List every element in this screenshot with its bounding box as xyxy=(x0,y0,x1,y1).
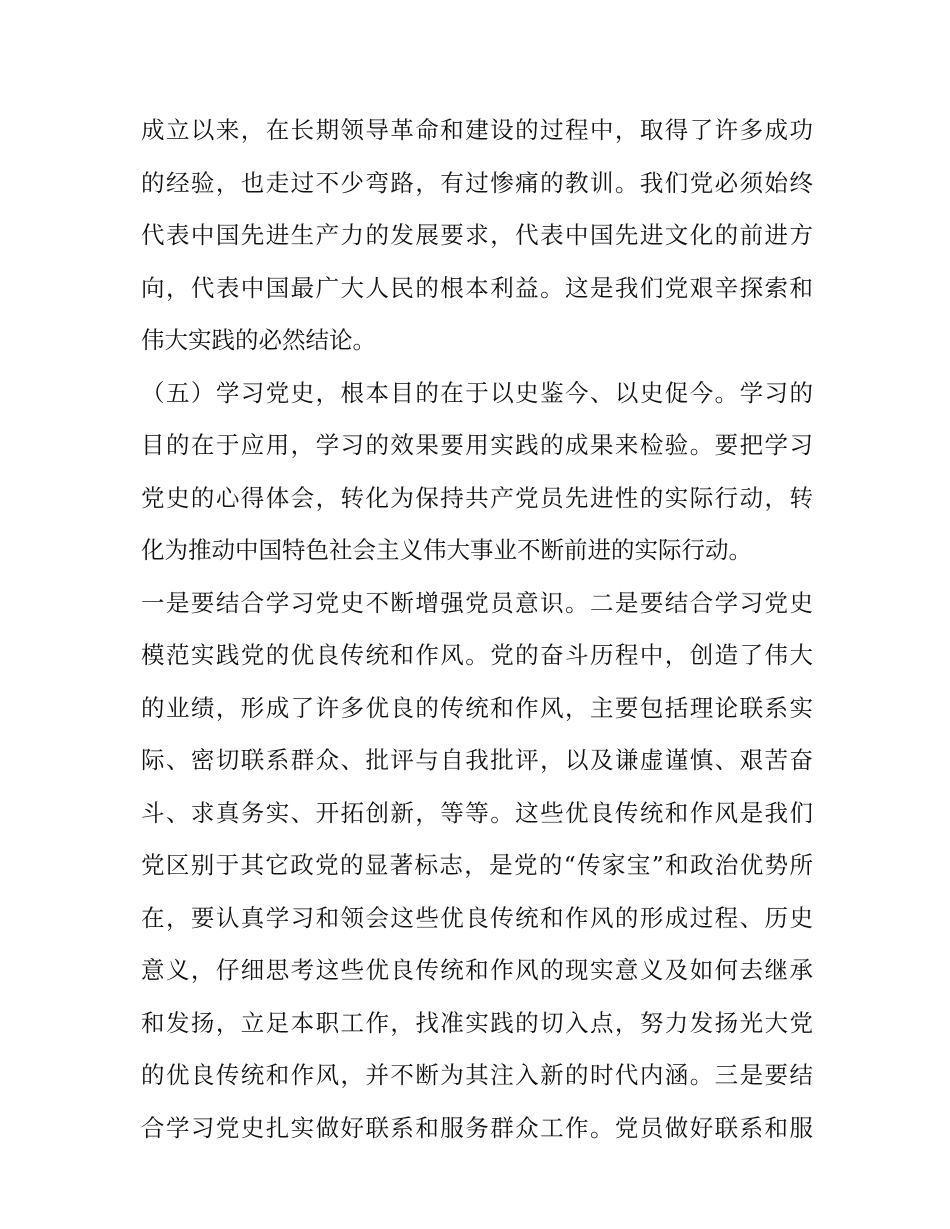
text-line-18: 和发扬，立足本职工作，找准实践的切入点，努力发扬光大党 xyxy=(141,1008,813,1037)
text-line-17: 意义，仔细思考这些优良传统和作风的现实意义及如何去继承 xyxy=(141,956,813,984)
text-line-8: 党史的心得体会，转化为保持共产党员先进性的实际行动，转 xyxy=(141,483,813,512)
text-line-1: 成立以来，在长期领导革命和建设的过程中，取得了许多成功 xyxy=(141,116,813,144)
text-line-14: 斗、求真务实、开拓创新，等等。这些优良传统和作风是我们 xyxy=(141,798,813,827)
text-line-19: 的优良传统和作风，并不断为其注入新的时代内涵。三是要结 xyxy=(141,1061,813,1089)
text-line-4: 向，代表中国最广大人民的根本利益。这是我们党艰辛探索和 xyxy=(141,273,813,302)
text-line-9: 化为推动中国特色社会主义伟大事业不断前进的实际行动。 xyxy=(141,536,752,564)
text-line-20: 合学习党史扎实做好联系和服务群众工作。党员做好联系和服 xyxy=(141,1113,813,1142)
text-line-7: 目的在于应用，学习的效果要用实践的成果来检验。要把学习 xyxy=(141,431,813,459)
text-line-15: 党区别于其它政党的显著标志，是党的“传家宝”和政治优势所 xyxy=(141,851,813,879)
text-line-11: 模范实践党的优良传统和作风。党的奋斗历程中，创造了伟大 xyxy=(141,641,813,669)
text-line-12: 的业绩，形成了许多优良的传统和作风，主要包括理论联系实 xyxy=(141,693,813,722)
text-line-2: 的经验，也走过不少弯路，有过惨痛的教训。我们党必须始终 xyxy=(141,168,813,197)
text-line-16: 在，要认真学习和领会这些优良传统和作风的形成过程、历史 xyxy=(141,903,813,932)
text-line-13: 际、密切联系群众、批评与自我批评，以及谦虚谨慎、艰苦奋 xyxy=(141,746,813,774)
text-line-6: （五）学习党史，根本目的在于以史鉴今、以史促今。学习的 xyxy=(141,378,813,407)
text-line-5: 伟大实践的必然结论。 xyxy=(141,326,376,354)
document-body xyxy=(141,104,813,1154)
text-line-3: 代表中国先进生产力的发展要求，代表中国先进文化的前进方 xyxy=(141,221,813,249)
text-line-10: 一是要结合学习党史不断增强党员意识。二是要结合学习党史 xyxy=(141,588,813,617)
